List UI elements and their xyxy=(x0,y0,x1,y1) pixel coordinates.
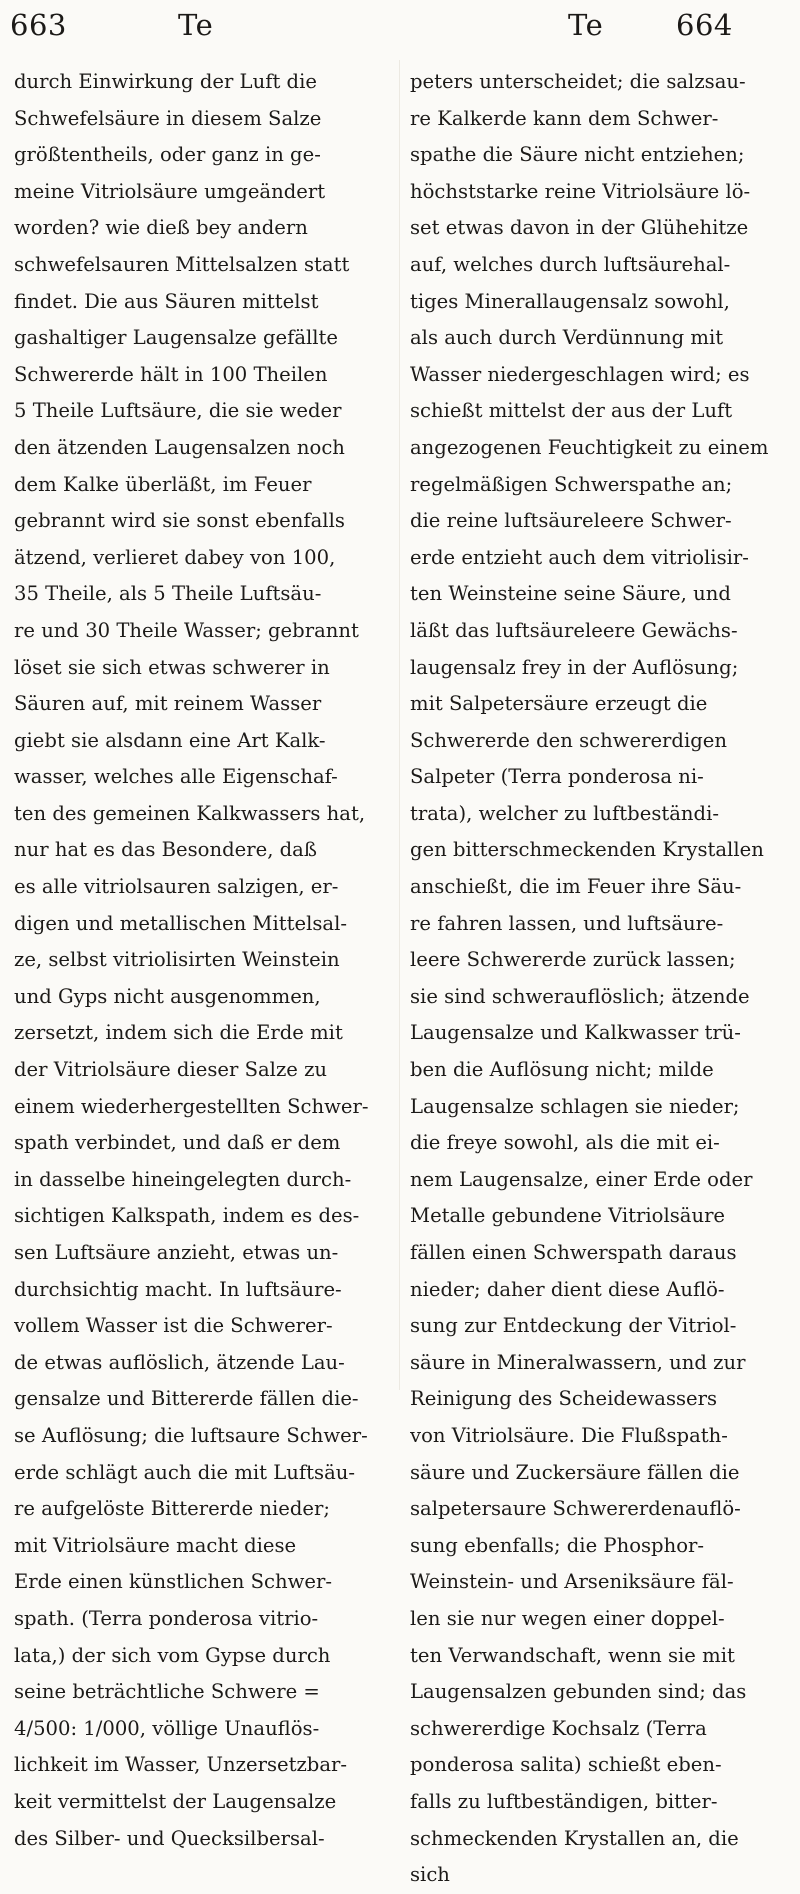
running-headword-left: Te xyxy=(178,8,214,42)
text-line: den ätzenden Laugensalzen noch xyxy=(14,435,345,459)
text-line: seine beträchtliche Schwere = xyxy=(14,1680,320,1704)
text-line: schwererdige Kochsalz (Terra xyxy=(410,1716,707,1740)
text-line: trata), welcher zu luftbeständi- xyxy=(410,801,719,825)
text-line: nieder; daher dient diese Auflö- xyxy=(410,1277,725,1301)
text-line: sung ebenfalls; die Phosphor- xyxy=(410,1533,705,1557)
text-line: durch Einwirkung der Luft die xyxy=(14,70,317,93)
text-line: Laugensalzen gebunden sind; das xyxy=(410,1680,747,1704)
text-line: gebrannt wird sie sonst ebenfalls xyxy=(14,509,345,533)
text-line: spath verbindet, und daß er dem xyxy=(14,1131,341,1155)
text-line: zersetzt, indem sich die Erde mit xyxy=(14,1021,343,1045)
text-line: re aufgelöste Bittererde nieder; xyxy=(14,1497,330,1521)
text-line: säure und Zuckersäure fällen die xyxy=(410,1460,740,1484)
text-line: Reinigung des Scheidewassers xyxy=(410,1387,718,1411)
text-line: spathe die Säure nicht entziehen; xyxy=(410,143,745,167)
text-line: in dasselbe hineingelegten durch- xyxy=(14,1167,352,1191)
text-line: sung zur Entdeckung der Vitriol- xyxy=(410,1314,737,1338)
text-line: einem wiederhergestellten Schwer- xyxy=(14,1094,369,1118)
text-line: giebt sie alsdann eine Art Kalk- xyxy=(14,728,326,752)
text-line: de etwas auflöslich, ätzende Lau- xyxy=(14,1350,345,1374)
text-line: die reine luftsäureleere Schwer- xyxy=(410,509,732,533)
text-line: Schwererde hält in 100 Theilen xyxy=(14,362,328,386)
text-line: dem Kalke überläßt, im Feuer xyxy=(14,472,312,496)
text-line: höchststarke reine Vitriolsäure lö- xyxy=(410,179,751,203)
text-line: len sie nur wegen einer doppel- xyxy=(410,1606,725,1630)
text-line: lata,) der sich vom Gypse durch xyxy=(14,1643,331,1667)
text-line: re und 30 Theile Wasser; gebrannt xyxy=(14,618,359,642)
text-line: falls zu luftbeständigen, bitter- xyxy=(410,1789,718,1813)
text-line: Metalle gebundene Vitriolsäure xyxy=(410,1204,726,1228)
text-line: re fahren lassen, und luftsäure- xyxy=(410,911,724,935)
text-line: gensalze und Bittererde fällen die- xyxy=(14,1387,359,1411)
text-line: Schwefelsäure in diesem Salze xyxy=(14,106,322,130)
text-line: schießt mittelst der aus der Luft xyxy=(410,399,733,423)
text-line: leere Schwererde zurück lassen; xyxy=(410,948,736,972)
text-line: worden? wie dieß bey andern xyxy=(14,216,308,240)
text-line: nur hat es das Besondere, daß xyxy=(14,838,317,862)
text-line: erde entzieht auch dem vitriolisir- xyxy=(410,545,749,569)
page-number-left: 663 xyxy=(10,8,67,42)
text-line: läßt das luftsäureleere Gewächs- xyxy=(410,618,738,642)
text-line: meine Vitriolsäure umgeändert xyxy=(14,179,326,203)
left-column xyxy=(14,64,388,1857)
page-number-right: 664 xyxy=(676,8,733,42)
text-line: sen Luftsäure anzieht, etwas un- xyxy=(14,1241,339,1264)
text-line: erde schlägt auch die mit Luftsäu- xyxy=(14,1460,356,1484)
text-line: laugensalz frey in der Auflösung; xyxy=(410,655,739,679)
text-line: ätzend, verlieret dabey von 100, xyxy=(14,545,336,569)
text-line: durchsichtig macht. In luftsäure- xyxy=(14,1277,342,1301)
text-line: mit Salpetersäure erzeugt die xyxy=(410,692,708,716)
text-line: se Auflösung; die luftsaure Schwer- xyxy=(14,1423,368,1447)
running-headword-right: Te xyxy=(568,8,604,42)
text-line: 5 Theile Luftsäure, die sie weder xyxy=(14,399,342,423)
text-line: Wasser niedergeschlagen wird; es xyxy=(410,362,750,386)
text-line: re Kalkerde kann dem Schwer- xyxy=(410,106,719,130)
text-line: auf, welches durch luftsäurehal- xyxy=(410,252,731,276)
text-line: ten des gemeinen Kalkwassers hat, xyxy=(14,801,366,825)
text-line: anschießt, die im Feuer ihre Säu- xyxy=(410,875,742,899)
text-line: schwefelsauren Mittelsalzen statt xyxy=(14,252,350,276)
text-line: sie sind schwerauflöslich; ätzende xyxy=(410,984,750,1008)
text-line: vollem Wasser ist die Schwerer- xyxy=(14,1314,333,1338)
text-line: findet. Die aus Säuren mittelst xyxy=(14,289,319,313)
text-line: der Vitriolsäure dieser Salze zu xyxy=(14,1058,328,1082)
text-line: 35 Theile, als 5 Theile Luftsäu- xyxy=(14,582,322,606)
text-line: fällen einen Schwerspath daraus xyxy=(410,1241,737,1264)
text-line: ponderosa salita) schießt eben- xyxy=(410,1753,722,1777)
text-line: ten Verwandschaft, wenn sie mit xyxy=(410,1643,735,1667)
text-line: schmeckenden Krystallen an, die xyxy=(410,1826,739,1850)
text-line: peters unterscheidet; die salzsau- xyxy=(410,70,746,93)
text-line: Laugensalze schlagen sie nieder; xyxy=(410,1094,740,1118)
text-line: die freye sowohl, als die mit ei- xyxy=(410,1131,720,1155)
text-line: Salpeter (Terra ponderosa ni- xyxy=(410,765,704,789)
text-line: lichkeit im Wasser, Unzersetzbar- xyxy=(14,1753,348,1777)
text-line: angezogenen Feuchtigkeit zu einem xyxy=(410,435,769,459)
text-line: Säuren auf, mit reinem Wasser xyxy=(14,692,322,716)
text-line: tiges Minerallaugensalz sowohl, xyxy=(410,289,730,313)
text-line: ze, selbst vitriolisirten Weinstein xyxy=(14,948,340,972)
text-line: 4/500: 1/000, völlige Unauflös- xyxy=(14,1716,320,1740)
column-gutter xyxy=(399,60,400,1390)
text-line: sichtigen Kalkspath, indem es des- xyxy=(14,1204,360,1228)
text-line: als auch durch Verdünnung mit xyxy=(410,326,724,350)
text-line: größtentheils, oder ganz in ge- xyxy=(14,143,321,167)
text-line: ben die Auflösung nicht; milde xyxy=(410,1058,714,1082)
text-line: set etwas davon in der Glühehitze xyxy=(410,216,749,240)
text-line: nem Laugensalze, einer Erde oder xyxy=(410,1167,753,1191)
text-line: ten Weinsteine seine Säure, und xyxy=(410,582,731,606)
text-line: säure in Mineralwassern, und zur xyxy=(410,1350,746,1374)
text-line: Laugensalze und Kalkwasser trü- xyxy=(410,1021,741,1045)
text-line: salpetersaure Schwererdenauflö- xyxy=(410,1497,741,1521)
text-line: von Vitriolsäure. Die Flußspath- xyxy=(410,1423,728,1447)
text-line: mit Vitriolsäure macht diese xyxy=(14,1533,297,1557)
text-line: Erde einen künstlichen Schwer- xyxy=(14,1570,332,1594)
text-line: wasser, welches alle Eigenschaf- xyxy=(14,765,338,789)
text-line: des Silber- und Quecksilbersal- xyxy=(14,1826,325,1850)
text-line: sich xyxy=(410,1863,450,1887)
page-header xyxy=(0,8,800,52)
text-line: Schwererde den schwererdigen xyxy=(410,728,727,752)
text-line: spath. (Terra ponderosa vitrio- xyxy=(14,1606,319,1630)
text-line: Weinstein- und Arseniksäure fäl- xyxy=(410,1570,734,1594)
text-line: und Gyps nicht ausgenommen, xyxy=(14,984,321,1008)
text-line: digen und metallischen Mittelsal- xyxy=(14,911,347,935)
text-line: gen bitterschmeckenden Krystallen xyxy=(410,838,764,862)
text-line: regelmäßigen Schwerspathe an; xyxy=(410,472,733,496)
text-line: keit vermittelst der Laugensalze xyxy=(14,1789,337,1813)
right-column xyxy=(410,64,784,1894)
text-line: löset sie sich etwas schwerer in xyxy=(14,655,330,679)
text-line: gashaltiger Laugensalze gefällte xyxy=(14,326,339,350)
text-line: es alle vitriolsauren salzigen, er- xyxy=(14,875,339,899)
